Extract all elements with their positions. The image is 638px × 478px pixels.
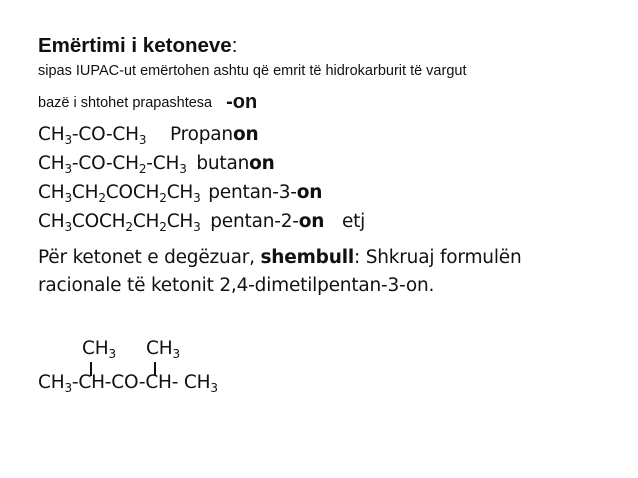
compound-name: pentan-2-on — [210, 211, 325, 232]
methyl-branch-2: $CH_3$ — [146, 338, 180, 361]
structural-formula — [38, 338, 298, 408]
intro-line-1: sipas IUPAC-ut emërtohen ashtu që emrit të hidrokarburit të vargut — [38, 63, 467, 79]
formula: $CH_3-CO-CH_3$ — [38, 124, 147, 147]
formula: $CH_3CH_2COCH_2CH_3$ — [38, 182, 201, 205]
compound-name: butanon — [196, 153, 275, 174]
intro-line-2: bazë i shtohet prapashtesa -on — [38, 91, 258, 113]
compound-name: Propanon — [169, 124, 259, 145]
example-propanone — [38, 124, 258, 145]
exercise-text: Për ketonet e degëzuar, shembull: Shkruaj formulën racionale të ketonit 2,4-dimetilpentan-3-on. — [38, 247, 522, 296]
methyl-branch-1: $CH_3$ — [82, 338, 116, 361]
suffix-on: -on — [226, 91, 258, 113]
etc-label: etj — [341, 211, 366, 232]
example-pentan-3-one — [38, 182, 322, 203]
compound-name: pentan-3-on — [208, 182, 323, 203]
example-pentan-2-one — [38, 211, 365, 232]
formula: $CH_3COCH_2CH_2CH_3$ — [38, 211, 201, 234]
formula: $CH_3-CO-CH_2-CH_3$ — [38, 153, 187, 176]
slide-title: Emërtimi i ketoneve: — [38, 34, 238, 57]
example-butanone — [38, 153, 275, 174]
main-chain: $CH_3-CH-CO-CH-$ $CH_3$ — [38, 372, 218, 395]
